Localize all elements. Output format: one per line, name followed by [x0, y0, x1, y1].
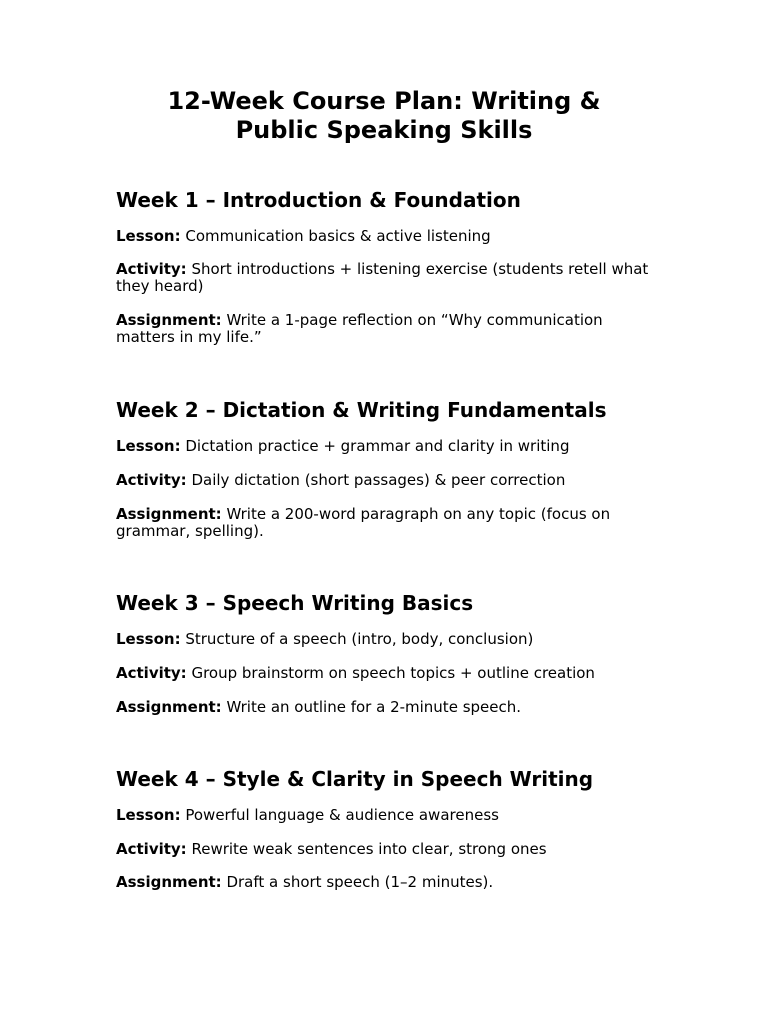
week-4-lesson: [116, 807, 656, 824]
week-4-activity: [116, 841, 656, 858]
week-4-section: [116, 767, 656, 891]
week-1-section: [116, 188, 656, 346]
activity-label: Activity:: [116, 260, 187, 278]
week-2-assignment-text: Write a 200-word paragraph on any topic (focus on grammar, spelling).: [116, 505, 611, 540]
week-4-activity-text: Rewrite weak sentences into clear, strong ones: [191, 840, 547, 858]
week-2-assignment: [116, 506, 656, 540]
week-2-activity-text: Daily dictation (short passages) & peer correction: [191, 471, 566, 489]
week-1-lesson-text: Communication basics & active listening: [185, 227, 491, 245]
week-1-lesson: [116, 228, 656, 245]
week-2-lesson: [116, 438, 656, 455]
week-1-assignment: [116, 312, 656, 346]
lesson-label: Lesson:: [116, 437, 181, 455]
week-2-activity: [116, 472, 656, 489]
activity-label: Activity:: [116, 664, 187, 682]
page-title-line-2: Public Speaking Skills: [235, 116, 533, 144]
lesson-label: Lesson:: [116, 630, 181, 648]
page-title: [0, 87, 768, 145]
week-3-assignment: [116, 699, 656, 716]
week-4-heading: Week 4 – Style & Clarity in Speech Writing: [116, 767, 594, 791]
activity-label: Activity:: [116, 471, 187, 489]
week-1-activity-text: Short introductions + listening exercise (students retell what they heard): [116, 260, 649, 295]
assignment-label: Assignment:: [116, 505, 222, 523]
week-2-heading: Week 2 – Dictation & Writing Fundamentals: [116, 398, 607, 422]
week-1-activity: [116, 261, 656, 295]
week-3-lesson: [116, 631, 656, 648]
week-4-assignment-text: Draft a short speech (1–2 minutes).: [226, 873, 494, 891]
week-3-heading: Week 3 – Speech Writing Basics: [116, 591, 474, 615]
assignment-label: Assignment:: [116, 311, 222, 329]
week-3-activity-text: Group brainstorm on speech topics + outline creation: [191, 664, 595, 682]
week-4-lesson-text: Powerful language & audience awareness: [185, 806, 499, 824]
week-3-lesson-text: Structure of a speech (intro, body, conclusion): [185, 630, 534, 648]
week-2-lesson-text: Dictation practice + grammar and clarity in writing: [185, 437, 570, 455]
lesson-label: Lesson:: [116, 227, 181, 245]
week-3-activity: [116, 665, 656, 682]
week-3-assignment-text: Write an outline for a 2-minute speech.: [226, 698, 522, 716]
page-title-line-1: 12-Week Course Plan: Writing &: [167, 87, 601, 115]
week-1-assignment-text: Write a 1-page reflection on “Why communication matters in my life.”: [116, 311, 603, 346]
assignment-label: Assignment:: [116, 873, 222, 891]
week-4-assignment: [116, 874, 656, 891]
week-2-section: [116, 398, 656, 540]
week-3-section: [116, 591, 656, 716]
activity-label: Activity:: [116, 840, 187, 858]
week-1-heading: Week 1 – Introduction & Foundation: [116, 188, 521, 212]
assignment-label: Assignment:: [116, 698, 222, 716]
lesson-label: Lesson:: [116, 806, 181, 824]
